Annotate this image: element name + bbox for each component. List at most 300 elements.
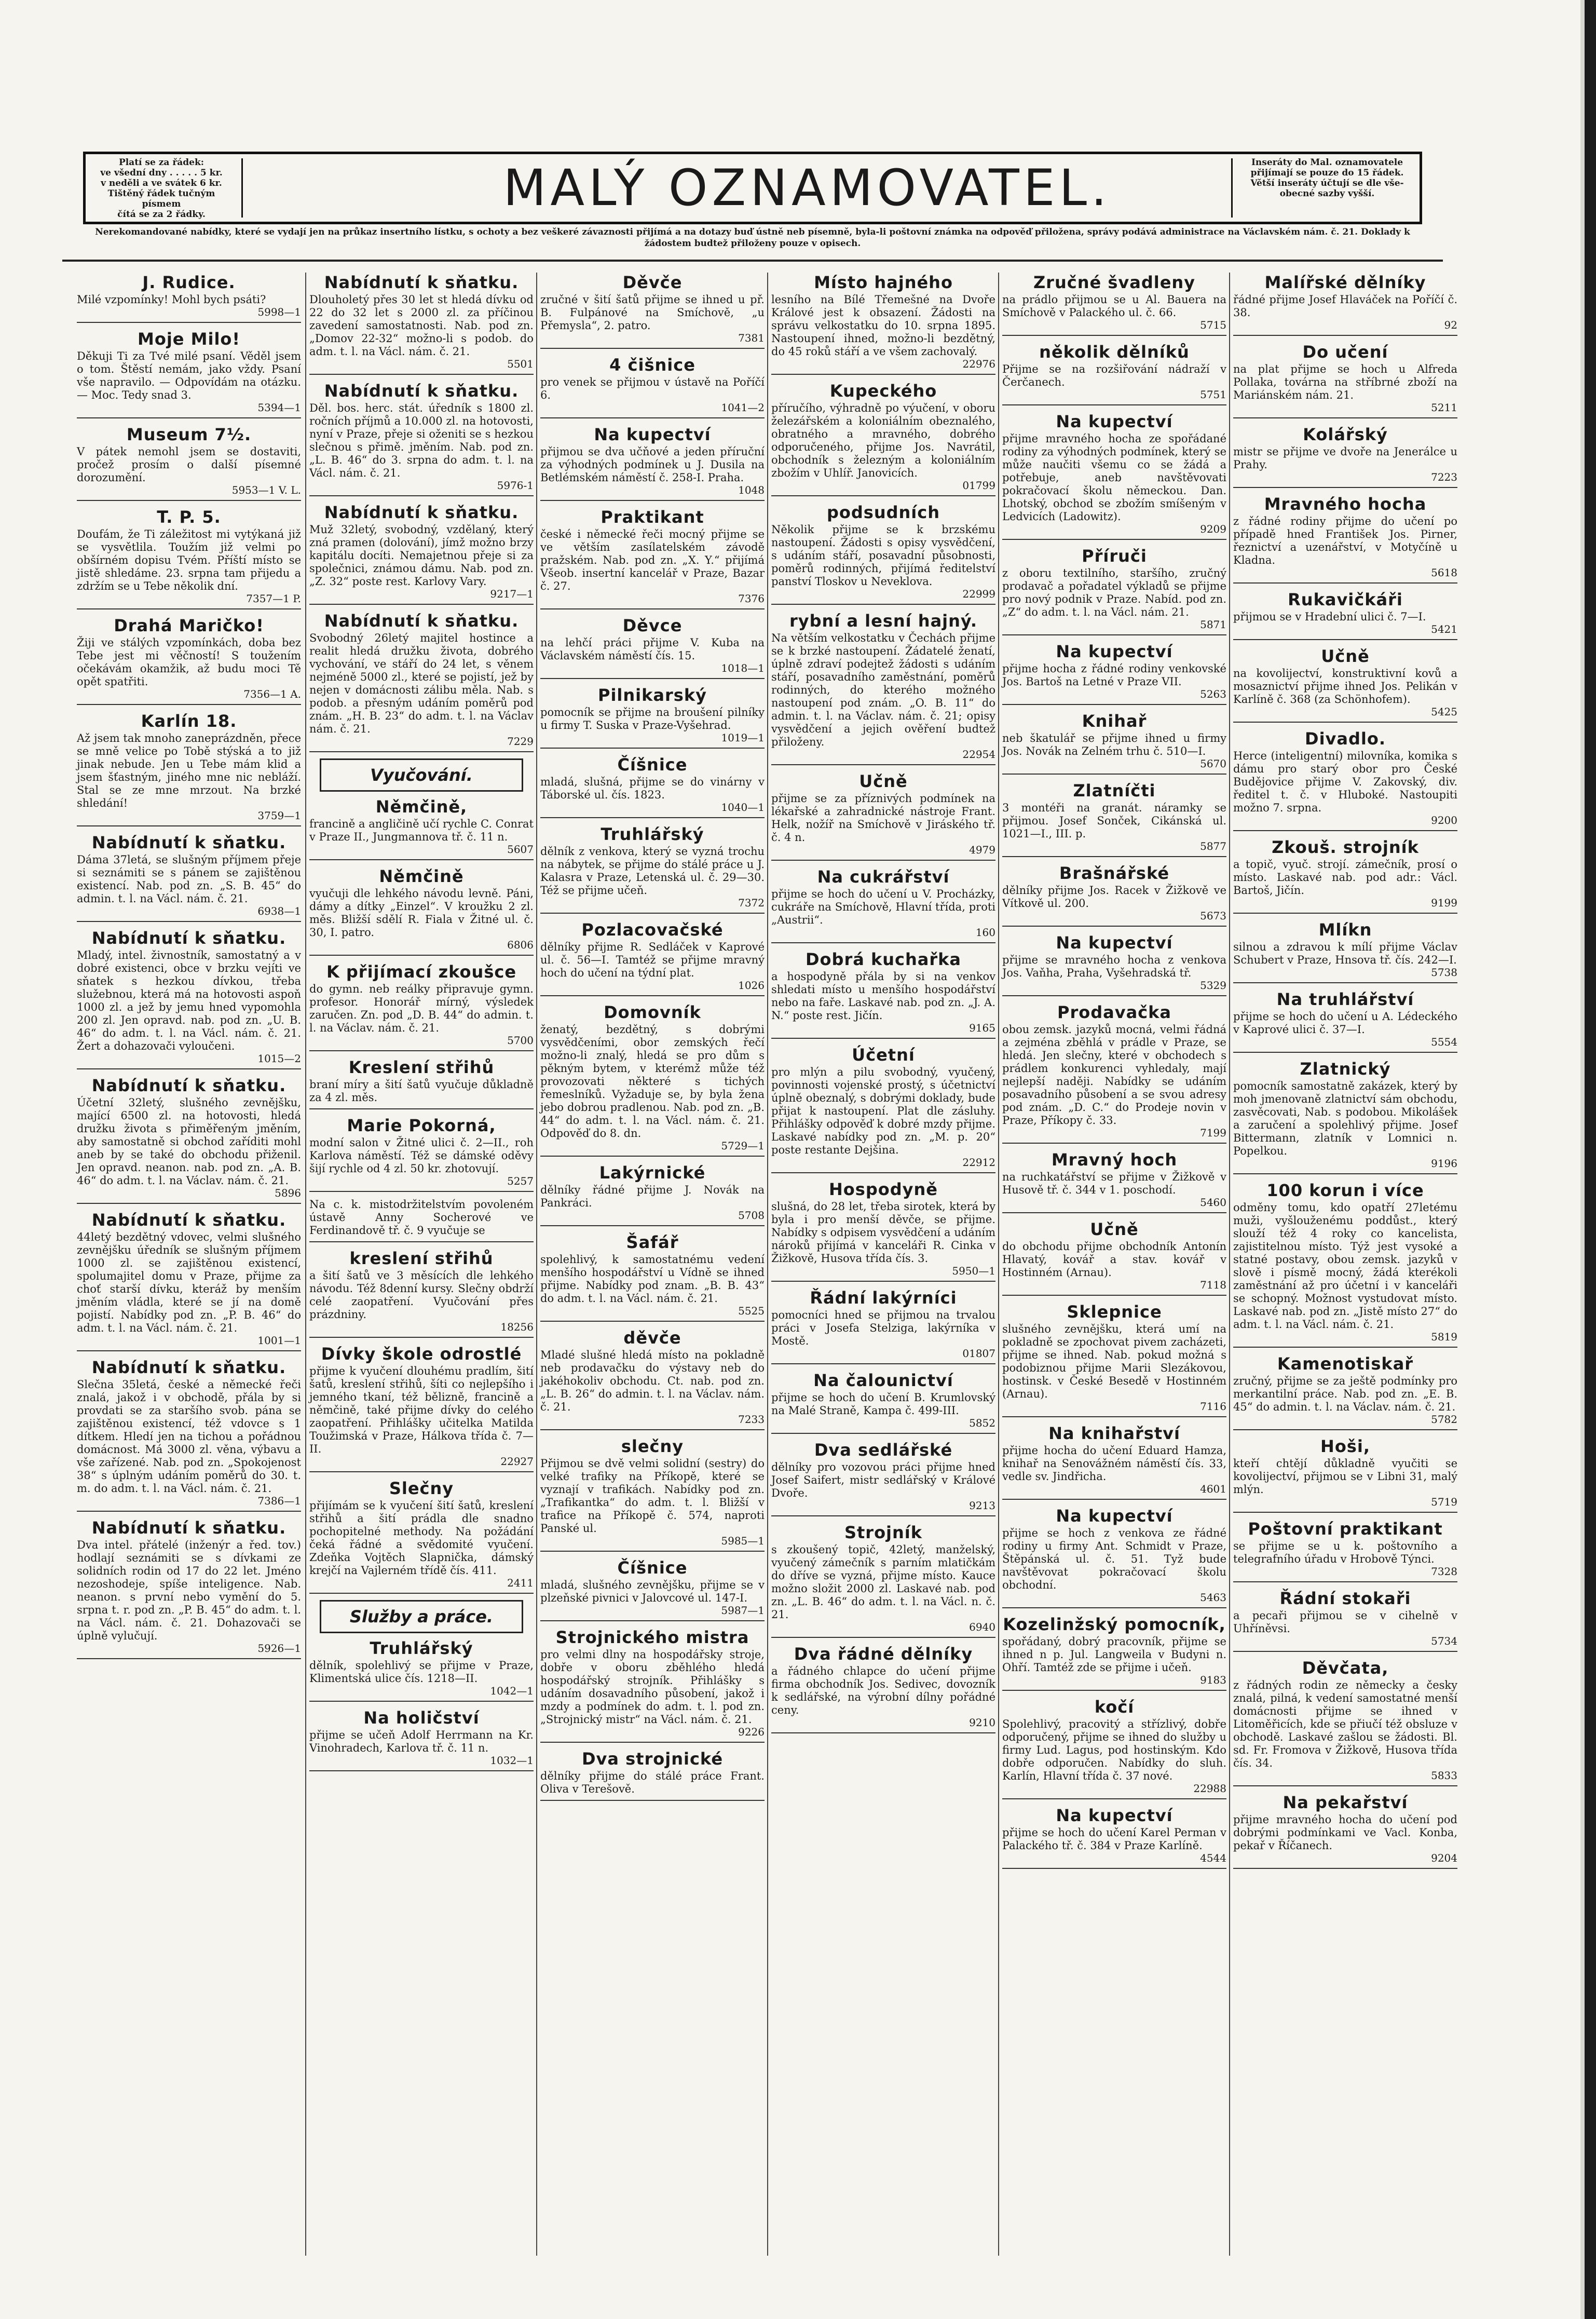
ad-divider: [309, 1050, 534, 1051]
ad-divider: [771, 1363, 995, 1364]
ad-heading: Museum 7½.: [126, 425, 252, 444]
ad-divider: [77, 1658, 301, 1659]
ad-heading: Mravného hocha: [1264, 494, 1427, 514]
ad-divider: [1233, 1581, 1457, 1582]
ad-text: pomocník samostatně zakázek, který by moh jmenovaně zlatnictví sám obchodu, zasvěcovati, Nab. s podobou. Mikolášek a zaručení a spolehlivý přijme. Josef Bittermann, zlatník v Lomnici n. Popelkou.: [1233, 1080, 1457, 1157]
ad-heading: Zručné švadleny: [1033, 273, 1196, 292]
ad-text: přijímám se k vyučení šití šatů, kreslení střihů a šití prádla dle snadno pochopitelné methody. Na požádání čeká řádné a svědomité vyučení. Zdeňka Vojtěch Slapnička, dámský krejčí na Vajlerném třídě čís. 411.: [309, 1499, 534, 1577]
price-box: [89, 157, 234, 220]
ad-code: 22912: [962, 1156, 995, 1169]
classified-ad: [771, 950, 995, 1039]
price-line: Tištěný řádek tučným písmem: [107, 188, 215, 209]
classified-ad: [540, 616, 765, 679]
ad-heading: Nabídnutí k sňatku.: [324, 611, 519, 631]
ad-heading: Lakýrnické: [599, 1163, 706, 1183]
ad-text: kteří chtějí důkladně vyučiti se kovolijectví, přijmou se v Libni 31, malý mlýn.: [1233, 1457, 1457, 1496]
ad-divider: [771, 764, 995, 765]
ad-code: 7233: [738, 1413, 765, 1426]
ad-divider: [1002, 1212, 1226, 1213]
classified-ad: [1233, 1181, 1457, 1348]
ad-divider: [540, 348, 765, 349]
ad-heading: Dobrá kuchařka: [805, 950, 962, 969]
column-divider: [305, 273, 306, 2256]
ad-heading: Kupeckého: [829, 381, 937, 401]
ad-divider: [1233, 1347, 1457, 1348]
classified-ad: [1233, 1519, 1457, 1582]
ad-divider: [1233, 639, 1457, 640]
ad-heading: Prodavačka: [1057, 1002, 1171, 1022]
ad-code: 7372: [738, 897, 765, 909]
ad-text: mistr se přijme ve dvoře na Jenerálce u Prahy.: [1233, 445, 1457, 471]
ad-text: české i německé řeči mocný přijme se ve větším zasílatelském závodě pražském. Nab. pod zn. „X. Y.“ přijímá Všeob. insertní kancelář v Praze, Bazar č. 27.: [540, 528, 765, 592]
ad-divider: [540, 748, 765, 749]
ad-heading: Němčině: [379, 866, 464, 886]
classified-ad: [1233, 273, 1457, 336]
classified-ad: [1233, 1793, 1457, 1869]
ad-heading: Nabídnutí k sňatku.: [91, 928, 287, 948]
classified-ad: [309, 1479, 534, 1594]
ad-divider: [77, 322, 301, 323]
ad-divider: [309, 859, 534, 860]
classified-ad: [540, 355, 765, 418]
classified-ad: [1233, 342, 1457, 418]
ad-heading: Nabídnutí k sňatku.: [91, 1358, 287, 1377]
classified-ad: [540, 824, 765, 914]
ad-heading: Malířské dělníky: [1264, 273, 1426, 292]
ad-text: spolehlivý, k samostatnému vedení menšího hospodářství u Vídně se ihned přijme. Nabídky pod znam. „B. B. 43“ do adm. t. l. na Václ. nám. č. 21.: [540, 1253, 765, 1305]
ad-divider: [309, 1701, 534, 1702]
ad-divider: [309, 495, 534, 496]
ad-text: na lehčí práci přijme V. Kuba na Václavském náměstí čís. 15.: [540, 636, 765, 662]
ad-heading: Nabídnutí k sňatku.: [324, 273, 519, 292]
classified-ad: [1233, 920, 1457, 983]
page-title: MALÝ OZNAMOVATEL.: [503, 159, 1111, 217]
ad-text: pro mlýn a pilu svobodný, vyučený, povinnosti vojenské prostý, s účetnictví úplně obeznalý, s dobrými doklady, bude přijat k nastoupení. Plat dle zásluhy. Přihlášky odpověď k dobré mzdy přijme. Laskavé nabídky pod zn. „M. p. 20“ poste restante Dejšina.: [771, 1066, 995, 1156]
classified-ad: [309, 611, 534, 752]
classified-ad: [771, 1179, 995, 1282]
classified-ad: [77, 928, 301, 1069]
classified-ad: [1002, 1615, 1226, 1691]
masthead: [83, 152, 1422, 224]
ad-text: slušného zevnějšku, která umí na pokladně se zpochovat pivem zacházeti, přijme se ihned. Nab. pokud možná s podobiznou přijme Marii Slezákovou, hostinsk. v České Besedě v Hostinném (Arnau).: [1002, 1323, 1226, 1400]
classified-ad: [771, 611, 995, 765]
classified-ad: [540, 273, 765, 349]
ad-divider: [309, 374, 534, 375]
classified-ad: [1233, 1354, 1457, 1430]
classified-ad: [309, 866, 534, 956]
ad-text: Dlouholetý přes 30 let st hledá dívku od 22 do 32 let s 2000 zl. za příčinou zavedení samostatnosti. Nab. pod zn. „Domov 22-32“ možno-li s podob. do adm. t. l. na Václ. nám. č. 21.: [309, 293, 534, 358]
ad-text: 44letý bezdětný vdovec, velmi slušného zevnějšku úředník se slušným příjmem 1000 zl. se zajištěnou existencí, spolumajitel domu v Praze, přijme za choť starší dívku, kteráž by menším jměním vládla, které se jí na domě pojistí. Nabídky pod zn. „P. B. 46“ do adm. t. l. na Václ. nám. č. 21.: [77, 1231, 301, 1334]
ad-divider: [771, 860, 995, 861]
classified-ad: [1233, 1658, 1457, 1786]
ad-divider: [1002, 1868, 1226, 1869]
classified-ad: [1002, 546, 1226, 635]
ad-text: přijme hocha do učení Eduard Hamza, knihař na Senovážném náměstí čís. 33, vedle sv. Jindřicha.: [1002, 1444, 1226, 1483]
ad-code: 5501: [507, 358, 534, 370]
ad-code: 1018—1: [721, 662, 765, 674]
ad-heading: Děvce: [622, 616, 683, 635]
ad-heading: 100 korun i více: [1266, 1181, 1424, 1200]
ad-heading: Pilnikarský: [598, 685, 707, 705]
classified-ad: [771, 1523, 995, 1638]
ad-divider: [771, 1038, 995, 1039]
ad-code: 5421: [1431, 623, 1457, 635]
ad-divider: [309, 1337, 534, 1338]
ad-code: 3759—1: [257, 809, 301, 822]
ad-heading: Drahá Maričko!: [114, 616, 264, 635]
classified-ad: [1002, 412, 1226, 540]
classified-ad: [1002, 1697, 1226, 1799]
ad-code: 22988: [1193, 1782, 1226, 1795]
ad-divider: [1002, 1416, 1226, 1417]
page-edge-shadow: [1585, 0, 1596, 2319]
ad-code: 5670: [1200, 757, 1226, 770]
ad-code: 7223: [1431, 471, 1457, 483]
ad-column: [309, 273, 534, 1778]
ad-text: vyučuji dle lehkého návodu levně. Páni, dámy a dítky „Einzel“. V kroužku 2 zl. měs. Bližší sdělí R. Fiala v Žitné ul. č. 30, I. patro.: [309, 887, 534, 939]
ad-heading: Kozelinžský pomocník,: [1003, 1615, 1226, 1634]
classified-ad: [309, 1249, 534, 1338]
ad-code: 5950—1: [952, 1265, 995, 1277]
ad-divider: [1002, 1690, 1226, 1691]
ad-text: Mladý, intel. živnostník, samostatný a v dobré existenci, obce v brzku vejíti ve sňatek s hezkou dívkou, třeba služebnou, která má na hotovosti aspoň 1000 zl. a jež by jemu hned vypomohla 200 zl. Jen opravd. nab. pod zn. „U. B. 46“ do adm. t. l. na Václ. nám. č. 21. Žert a dohazovači vyloučeni.: [77, 949, 301, 1052]
ad-text: z řádné rodiny přijme do učení po případě hned František Jos. Pirner, řeznictví a uzenářství, v Motyčíně u Kladna.: [1233, 515, 1457, 566]
ad-heading: Na kupectví: [594, 425, 711, 444]
ad-code: 5673: [1200, 910, 1226, 922]
ad-text: ženatý, bezdětný, s dobrými vysvědčeními, obor zemských řečí možno-li znalý, hledá se pro dům s pěkným bytem, v kterémž může též provozovati některé s tichých řemeslníků. Vyžaduje se, by byla žena jebo dobrou pradlenou. Nab. pod zn. „B. 44“ do adm. t. l. na Václ. nám. č. 21. Odpověď do 8. dn.: [540, 1023, 765, 1140]
ad-divider: [540, 817, 765, 818]
ad-code: 5463: [1200, 1591, 1226, 1604]
ad-text: do obchodu přijme obchodník Antonín Hlavatý, kovář a stav. kovář v Hostinném (Arnau).: [1002, 1240, 1226, 1279]
ad-text: přijme hocha z řádné rodiny venkovské Jos. Bartoš na Letné v Praze VII.: [1002, 662, 1226, 688]
ad-divider: [77, 417, 301, 418]
ad-text: Dva intel. přátelé (inženýr a řed. tov.) hodlají seznámiti se s dívkami ze solidních rodin od 17 do 22 let. Jméno nezoshodeje, spíše inteligence. Nab. neanon. s první nebo vymění do 5. srpna t. r. pod zn. „P. B. 45“ do adm. t. l. na Václ. nám. č. 21. Dohazovači se úplně vylučují.: [77, 1539, 301, 1642]
ad-heading: Nabídnutí k sňatku.: [91, 1210, 287, 1230]
classified-ad: [77, 425, 301, 501]
ad-divider: [1002, 1499, 1226, 1500]
ad-heading: Domovník: [604, 1002, 701, 1022]
ad-text: 3 montéři na granát. náramky se přijmou. Josef Sonček, Cikánská ul. 1021—I., III. p.: [1002, 802, 1226, 840]
ad-text: V pátek nemohl jsem se dostaviti, pročež prosím o další písemné dorozumění.: [77, 445, 301, 484]
classified-ad: [1002, 642, 1226, 705]
ad-column: [1233, 273, 1457, 1875]
ad-text: přijme se učeň Adolf Herrmann na Kr. Vinohradech, Karlova tř. č. 11 n.: [309, 1729, 534, 1754]
classified-ad: [540, 1232, 765, 1322]
ad-divider: [77, 704, 301, 705]
ad-divider: [1233, 1512, 1457, 1513]
ad-divider: [771, 1515, 995, 1516]
ad-code: 22976: [962, 358, 995, 370]
ad-heading: Místo hajného: [814, 273, 953, 292]
ad-heading: Na kupectví: [1056, 933, 1173, 953]
ad-divider: [1233, 1651, 1457, 1652]
ad-heading: Kolářský: [1303, 425, 1388, 444]
ad-code: 1040—1: [721, 801, 765, 813]
ad-heading: několik dělníků: [1039, 342, 1190, 362]
ad-divider: [77, 1068, 301, 1069]
ad-heading: Děvče: [622, 273, 683, 292]
rule-line: obecné sazby vyšší.: [1279, 188, 1375, 199]
ad-text: přijme se hoch do učení u A. Lédeckého v Kaprové ulici č. 37—I.: [1233, 1010, 1457, 1036]
ad-divider: [1233, 1868, 1457, 1869]
ad-divider: [771, 374, 995, 375]
ad-divider: [540, 1620, 765, 1621]
classified-ad: [771, 503, 995, 605]
classified-ad: [1233, 837, 1457, 914]
ad-divider: [1233, 582, 1457, 584]
ad-text: přijme mravného hocha do učení pod dobrými podmínkami ve Vacl. Konba, pekař v Říčanech.: [1233, 1813, 1457, 1852]
classified-ad: [1233, 989, 1457, 1053]
ad-text: Svobodný 26letý majitel hostince a realit hledá družku života, dobrého vychování, ve stáří do 24 let, s věnem nejméně 5000 zl., které se pojistí, jež by nejen v domácnosti zálibu měla. Nab. s podob. a přesným udáním poměrů pod znám. „H. B. 23“ do adm. t. l. na Václav nám. č. 21.: [309, 632, 534, 735]
ad-text: mladá, slušného zevnějšku, přijme se v plzeňské pivnici v Jalovcové ul. 147-I.: [540, 1579, 765, 1604]
ad-heading: Nabídnutí k sňatku.: [91, 833, 287, 852]
ad-heading: Truhlářský: [370, 1638, 473, 1658]
ad-heading: Moje Milo!: [138, 329, 240, 349]
classified-ad: [540, 1002, 765, 1157]
ad-heading: podsudních: [826, 503, 940, 522]
ad-divider: [540, 995, 765, 996]
ad-heading: Divadlo.: [1305, 729, 1386, 749]
ad-heading: Sklepnice: [1067, 1302, 1162, 1322]
ad-text: a řádného chlapce do učení přijme firma obchodník Jos. Sedivec, dovozník k sedlářské, na výrobní dílny pořádné ceny.: [771, 1665, 995, 1716]
ad-divider: [771, 1433, 995, 1434]
ad-divider: [1002, 539, 1226, 540]
ad-divider: [309, 1471, 534, 1472]
ad-divider: [1233, 1052, 1457, 1053]
ad-code: 5877: [1200, 840, 1226, 852]
classified-ad: [540, 685, 765, 749]
insert-rules-box: [1239, 157, 1415, 199]
ad-code: 5715: [1200, 319, 1226, 331]
ad-divider: [309, 1593, 534, 1594]
ad-code: 5700: [507, 1034, 534, 1047]
classified-ad: [1002, 711, 1226, 775]
ad-divider: [1233, 982, 1457, 983]
ad-heading: Knihař: [1082, 711, 1147, 731]
ad-divider: [309, 1191, 534, 1192]
ad-text: z řádných rodin ze německy a česky znalá, pilná, k vedení samostatné menší domácnosti přijme se ihned v Litoměřicích, kde se přiučí též obsluze v obchodě. Laskavé zašlou se žádosti. Bl. sd. Fr. Fromova v Žižkově, Husova třída čís. 34.: [1233, 1679, 1457, 1769]
classified-ad: [309, 962, 534, 1051]
rule-line: přijímají se pouze do 15 řádek.: [1250, 168, 1404, 178]
ad-text: a hospodyně přála by si na venkov shledati místo u menšího hospodářství nebo na faře. Laskavé nab. pod zn. „J. A. N.“ poste rest. Jičín.: [771, 970, 995, 1022]
ad-divider: [309, 1108, 534, 1109]
ad-code: 1048: [738, 484, 765, 496]
ad-divider: [1233, 335, 1457, 336]
ad-divider: [771, 1172, 995, 1173]
ad-divider: [1233, 487, 1457, 488]
price-line: Platí se za řádek:: [118, 157, 204, 168]
ad-heading: Nabídnutí k sňatku.: [324, 503, 519, 522]
ad-heading: Truhlářský: [601, 824, 704, 844]
page-edge-margin: [1580, 0, 1585, 2319]
ad-text: Žiji ve stálých vzpomínkách, doba bez Tebe jest mi věčností! S toužením očekávám okamžik, až budu moci Tě opět spatřiti.: [77, 636, 301, 688]
ad-heading: Praktikant: [601, 507, 704, 527]
classified-ad: [771, 771, 995, 861]
ad-text: braní míry a šití šatů vyučuje důkladně za 4 zl. měs.: [309, 1078, 534, 1104]
ad-text: na prádlo přijmou se u Al. Bauera na Smíchově v Palackého ul. č. 66.: [1002, 293, 1226, 319]
ad-heading: Hoši,: [1320, 1436, 1370, 1456]
ad-text: přijme mravného hocha ze spořádané rodiny za výhodných podmínek, který se může naučiti všemu co se žádá a potřebuje, aneb navštěvovati pokračovací školu německou. Dan. Lhotský, obchod se zbožím smíšeným v Ledvicích (Ladowitz).: [1002, 432, 1226, 523]
classified-ad: [1002, 273, 1226, 336]
classified-ad: [1233, 646, 1457, 723]
ad-text: a topič, vyuč. strojí. zámečník, prosí o místo. Laskavé nab. pod adr.: Václ. Bartoš, Jičín.: [1233, 858, 1457, 897]
ad-code: 9213: [969, 1499, 995, 1512]
ad-divider: [540, 913, 765, 914]
ad-heading: Učně: [1321, 646, 1370, 666]
ad-code: 5607: [507, 843, 534, 856]
classified-ad: [1233, 425, 1457, 488]
ad-code: 5425: [1431, 706, 1457, 718]
ad-text: Dáma 37letá, se slušným příjmem přeje si seznámiti se s pánem se zajištěnou existencí. Nab. pod zn. „S. B. 45“ do admin. t. l. na Václ. nám. č. 21.: [77, 853, 301, 905]
classified-ad: [309, 1198, 534, 1242]
ad-code: 1026: [738, 979, 765, 992]
ad-code: 1032—1: [490, 1754, 534, 1767]
ad-heading: Poštovní praktikant: [1248, 1519, 1443, 1539]
classified-ad: [1002, 1506, 1226, 1608]
ad-heading: Na truhlářství: [1276, 989, 1414, 1009]
ad-divider: [1002, 1143, 1226, 1144]
ad-text: na kovolijectví, konstruktivní kovů a mosaznictví přijme ihned Jos. Pelikán v Karlíně č. 368 (za Schönhofem).: [1233, 667, 1457, 706]
admin-notice: Nerekomandované nabídky, které se vydají jen na průkaz insertního lístku, s ochoty a bez veškeré závaznosti přijímá a na dotazy buď ústně neb písemně, byla-li poštovní známka na odpověď přiložena, správy podává administrace na Václavském nám. č. 21. Doklady k žádostem budtež přiloženy pouze v opisech.: [95, 227, 1410, 249]
ad-divider: [1002, 1798, 1226, 1799]
ad-text: z oboru textilního, staršího, zručný prodavač a pořadatel výkladů se přijme pro nový podnik v Praze. Nabíd. pod zn. „Z“ do adm. t. l. na Václ. nám. 21.: [1002, 567, 1226, 618]
ad-heading: Nabídnutí k sňatku.: [91, 1518, 287, 1538]
ad-code: 5460: [1200, 1196, 1226, 1209]
ad-text: se přijme se u k. poštovního a telegrafního úřadu v Hrobově Týnci.: [1233, 1540, 1457, 1565]
ad-heading: kočí: [1094, 1697, 1135, 1717]
ad-heading: Mravný hoch: [1051, 1150, 1178, 1170]
classified-ad: [1002, 1219, 1226, 1296]
ad-divider: [309, 1770, 534, 1771]
ad-code: 01807: [962, 1347, 995, 1360]
ad-code: 5738: [1431, 966, 1457, 979]
classified-ad: [309, 273, 534, 375]
ad-heading: J. Rudice.: [142, 273, 236, 292]
ad-code: 9210: [969, 1716, 995, 1729]
ad-column: [1002, 273, 1226, 1875]
ad-text: Děl. bos. herc. stát. úředník s 1800 zl. ročních příjmů a 10.000 zl. na hotovosti, nyní v Praze, přeje si oženiti se s hezkou slečnou s přimě. jměním. Nab. pod zn. „L. B. 46“ do 3. srpna do adm. t. l. na Václ. nám. č. 21.: [309, 402, 534, 479]
ad-divider: [1002, 856, 1226, 857]
classified-ad: [77, 616, 301, 705]
ad-heading: Příruči: [1082, 546, 1147, 566]
classified-ad: [77, 711, 301, 826]
ad-divider: [540, 1321, 765, 1322]
ad-text: Mladé slušné hledá místo na pokladně neb prodavačku do výstavy neb do jakéhokoliv obchodu. Ct. nab. pod zn. „L. B. 26“ do admin. t. l. na Václav. nám. č. 21.: [540, 1349, 765, 1413]
ad-heading: Řádní lakýrníci: [810, 1288, 957, 1308]
classified-ad: [540, 1558, 765, 1621]
ad-heading: Brašnářské: [1059, 863, 1170, 883]
ad-code: 9199: [1431, 897, 1457, 909]
masthead-divider: [241, 158, 243, 218]
ad-divider: [540, 500, 765, 501]
ad-text: řádné přijme Josef Hlaváček na Poříčí č. 38.: [1233, 293, 1457, 319]
ad-text: zručný, přijme se za ještě podmínky pro merkantilní práce. Nab. pod zn. „E. B. 45“ do admin. t. l. na Václav. nám. č. 21.: [1233, 1375, 1457, 1413]
ad-divider: [1002, 995, 1226, 996]
ad-code: 6806: [507, 939, 534, 951]
ad-code: 7116: [1200, 1400, 1226, 1413]
ad-text: dělníky řádné přijme J. Novák na Pankráci.: [540, 1184, 765, 1209]
ad-divider: [540, 1156, 765, 1157]
classified-ad: [77, 1210, 301, 1351]
price-line: čítá se za 2 řádky.: [117, 209, 206, 220]
ad-heading: Němčině,: [375, 797, 468, 817]
ad-code: 9209: [1200, 523, 1226, 535]
section-heading: Služby a práce.: [320, 1600, 523, 1633]
ad-heading: Nabídnutí k sňatku.: [324, 381, 519, 401]
ad-code: 7376: [738, 592, 765, 605]
classified-ad: [77, 1518, 301, 1659]
classified-ad: [77, 329, 301, 418]
ad-text: francině a angličině učí rychle C. Conrat v Praze II., Jungmannova tř. č. 11 n.: [309, 818, 534, 843]
ad-code: 5819: [1431, 1331, 1457, 1343]
classified-ad: [1002, 863, 1226, 927]
classified-ad: [309, 1344, 534, 1472]
ad-code: 6938—1: [257, 905, 301, 917]
ad-code: 22954: [962, 748, 995, 761]
ad-code: 7229: [507, 735, 534, 748]
ad-code: 5734: [1431, 1635, 1457, 1647]
ad-heading: Řádní stokaři: [1279, 1589, 1411, 1608]
ad-heading: Učně: [859, 771, 908, 791]
ad-code: 5729—1: [721, 1140, 765, 1152]
ad-text: příručího, výhradně po výučení, v oboru železářském a koloniálním obeznalého, obratného a mravného, dobrého odporučeného, přijme Jos. Navrátil, obchodník s železným a koloniálním zbožím v Uhlíř. Janovicích.: [771, 402, 995, 479]
ad-heading: Zlatníčti: [1073, 781, 1156, 801]
classified-ad: [1002, 1423, 1226, 1500]
ad-heading: Na pekařství: [1283, 1793, 1408, 1812]
ad-heading: rybní a lesní hajný.: [789, 611, 977, 631]
ad-text: přijme k vyučení dlouhému pradlím, šití šatů, kreslení střihů, šíti co nejlepšího i jemného tkaní, též bělizně, francině a němčině, také přijme dívky do celého zaopatření. Přihlášky učitelka Matilda Toužimská v Praze, Hálkova třída č. 7—II.: [309, 1365, 534, 1455]
ad-code: 1001—1: [257, 1334, 301, 1347]
classified-ad: [540, 1628, 765, 1743]
ad-code: 5554: [1431, 1036, 1457, 1048]
ad-code: 4544: [1200, 1852, 1226, 1864]
ad-divider: [1002, 1607, 1226, 1608]
ad-code: 5998—1: [257, 306, 301, 318]
ad-code: 18256: [500, 1321, 534, 1333]
ad-text: pro venek se přijmou v ústavě na Poříčí 6.: [540, 376, 765, 401]
section-heading: Vyučování.: [320, 758, 523, 792]
classified-ad: [1233, 590, 1457, 640]
ad-divider: [77, 1350, 301, 1351]
ad-text: Muž 32letý, svobodný, vzdělaný, který zná pramen (dolování), jímž možno brzy kapitálu docíti. Nemajetnou přeje si za společnici, známou dámu. Nab. pod zn. „Z. 32“ poste rest. Karlovy Vary.: [309, 523, 534, 588]
ad-divider: [1233, 722, 1457, 723]
ad-code: 5329: [1200, 979, 1226, 992]
ad-heading: Strojník: [844, 1523, 923, 1542]
ad-heading: Učně: [1090, 1219, 1139, 1239]
ad-text: přijme se hoch z venkova ze řádné rodiny u firmy Ant. Schmidt v Praze, Štěpánská ul. č. 51. Tyž bude navštěvovat pokračovací školu obchodní.: [1002, 1527, 1226, 1591]
ad-heading: Na kupectví: [1056, 1806, 1173, 1825]
ad-heading: kreslení střihů: [349, 1249, 494, 1268]
ad-code: 22927: [500, 1455, 534, 1468]
classified-ad: [309, 1116, 534, 1192]
ad-code: 5525: [738, 1305, 765, 1317]
ad-text: lesního na Bílé Třemešné na Dvoře Králové jest k obsazení. Žádosti na správu velkostatku do 10. srpna 1895. Nastoupení ihned, možno-li bezdětný, do 45 roků stáří a ve všem zachovalý.: [771, 293, 995, 358]
ad-heading: Do učení: [1302, 342, 1388, 362]
ad-divider: [540, 608, 765, 609]
ad-text: a pecaři přijmou se v cihelně v Uhříněvsi.: [1233, 1609, 1457, 1635]
ad-divider: [77, 921, 301, 922]
ad-code: 5708: [738, 1209, 765, 1222]
ad-divider: [1233, 830, 1457, 831]
ad-text: Až jsem tak mnoho zaneprázdněn, přece se mně velice po Tobě stýská a to již jinak nebude. Jen u Tebe mám klid a jsem šťastným, jiného mne nic nebláží. Stal se ze mne mrzout. Na brzké shledání!: [77, 732, 301, 809]
ad-column: [540, 273, 765, 1807]
ad-text: pro velmi dlny na hospodářsky stroje, dobře v oboru zběhlého hledá hospodářský strojník. Přihlášky s udáním dosavadního působení, jakož i mzdy a podmínek do adm. t. l. pod zn. „Strojnický mistr“ na Václ. nám. č. 21.: [540, 1648, 765, 1726]
ad-text: dělníky přijme Jos. Racek v Žižkově ve Vítkově ul. 200.: [1002, 884, 1226, 910]
ad-text: pomocníci hned se přijmou na trvalou práci v Josefa Stelziga, lakýrníka v Mostě.: [771, 1309, 995, 1347]
ad-code: 9196: [1431, 1157, 1457, 1170]
classified-ad: [771, 1644, 995, 1733]
rule-line: Inseráty do Mal. oznamovatele: [1251, 157, 1403, 168]
